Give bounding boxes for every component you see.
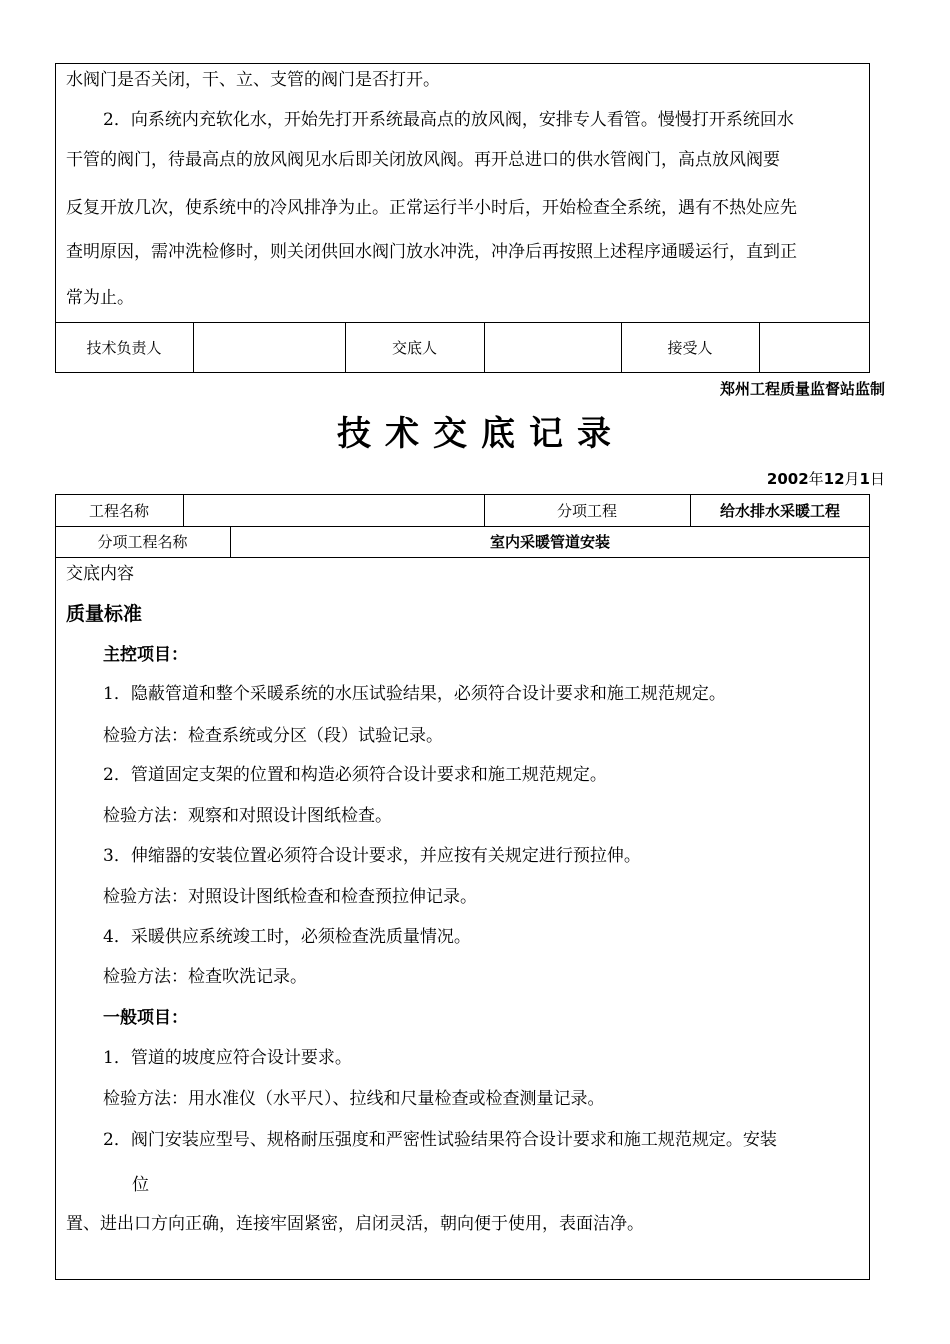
date-day: 1: [859, 470, 870, 488]
section-title: 质量标准: [66, 603, 143, 625]
general-item-1: 1．管道的坡度应符合设计要求。: [103, 1048, 352, 1068]
row1-bottom-border: [55, 526, 870, 527]
page-title: 技术交底记录: [337, 414, 625, 454]
main-item-4: 4．采暖供应系统竣工时，必须检查洗质量情况。: [103, 927, 471, 947]
top-line-6: 常为止。: [66, 288, 134, 308]
main-item-2-method: 检验方法：观察和对照设计图纸检查。: [103, 806, 392, 826]
date-month-unit: 月: [844, 470, 860, 488]
general-items-heading: 一般项目：: [103, 1008, 188, 1028]
subitem-name-value: 室内采暖管道安装: [489, 533, 610, 551]
main-item-1-method: 检验方法：检查系统或分区（段）试验记录。: [103, 726, 443, 746]
receiver-signature-field[interactable]: [760, 323, 869, 372]
subitem-value: 给水排水采暖工程: [719, 502, 840, 520]
discloser-signature-field[interactable]: [485, 323, 621, 372]
subitem-name-label: 分项工程名称: [97, 533, 188, 551]
supervision-note: 郑州工程质量监督站监制: [719, 380, 885, 398]
top-line-1: 水阀门是否关闭，干、立、支管的阀门是否打开。: [66, 70, 440, 90]
main-item-4-method: 检验方法：检查吹洗记录。: [103, 967, 307, 987]
top-line-3: 干管的阀门，待最高点的放风阀见水后即关闭放风阀。再开总进口的供水管阀门，高点放风阀要: [66, 150, 780, 170]
main-item-1: 1．隐蔽管道和整个采暖系统的水压试验结果，必须符合设计要求和施工规范规定。: [103, 684, 726, 704]
receiver-label: 接受人: [667, 339, 713, 357]
content-label: 交底内容: [66, 564, 134, 584]
top-line-4: 反复开放几次，使系统中的冷风排净为止。正常运行半小时后，开始检查全系统，遇有不热处应先: [66, 198, 797, 218]
subitem-label: 分项工程: [556, 502, 617, 520]
top-line-2: 2．向系统内充软化水，开始先打开系统最高点的放风阀，安排专人看管。慢慢打开系统回水: [103, 110, 794, 130]
project-name-value[interactable]: [184, 495, 484, 526]
date-month: 12: [823, 470, 845, 488]
general-item-2-line-3: 置、进出口方向正确，连接牢固紧密，启闭灵活，朝向便于使用，表面洁净。: [66, 1214, 644, 1234]
main-item-2: 2．管道固定支架的位置和构造必须符合设计要求和施工规范规定。: [103, 765, 607, 785]
date-day-unit: 日: [869, 470, 885, 488]
row2-bottom-border: [55, 557, 870, 558]
top-line-5: 查明原因，需冲洗检修时，则关闭供回水阀门放水冲洗，冲净后再按照上述程序通暖运行，直到正: [66, 242, 797, 262]
tech-lead-label: 技术负责人: [86, 339, 162, 357]
signature-row-top-border: [55, 322, 870, 323]
discloser-label: 交底人: [391, 339, 437, 357]
project-name-label: 工程名称: [88, 502, 149, 520]
general-item-1-method: 检验方法：用水准仪（水平尺）、拉线和尺量检查或检查测量记录。: [103, 1089, 605, 1109]
general-item-2-line-2: 位: [132, 1175, 149, 1195]
date-year-unit: 年: [808, 470, 824, 488]
tech-lead-signature-field[interactable]: [194, 323, 345, 372]
main-items-heading: 主控项目：: [103, 645, 188, 665]
general-item-2-line-1: 2．阀门安装应型号、规格耐压强度和严密性试验结果符合设计要求和施工规范规定。安装: [103, 1130, 777, 1150]
main-item-3-method: 检验方法：对照设计图纸检查和检查预拉伸记录。: [103, 887, 477, 907]
date: [767, 469, 885, 489]
main-item-3: 3．伸缩器的安装位置必须符合设计要求，并应按有关规定进行预拉伸。: [103, 846, 641, 866]
date-year: 2002: [766, 470, 809, 488]
